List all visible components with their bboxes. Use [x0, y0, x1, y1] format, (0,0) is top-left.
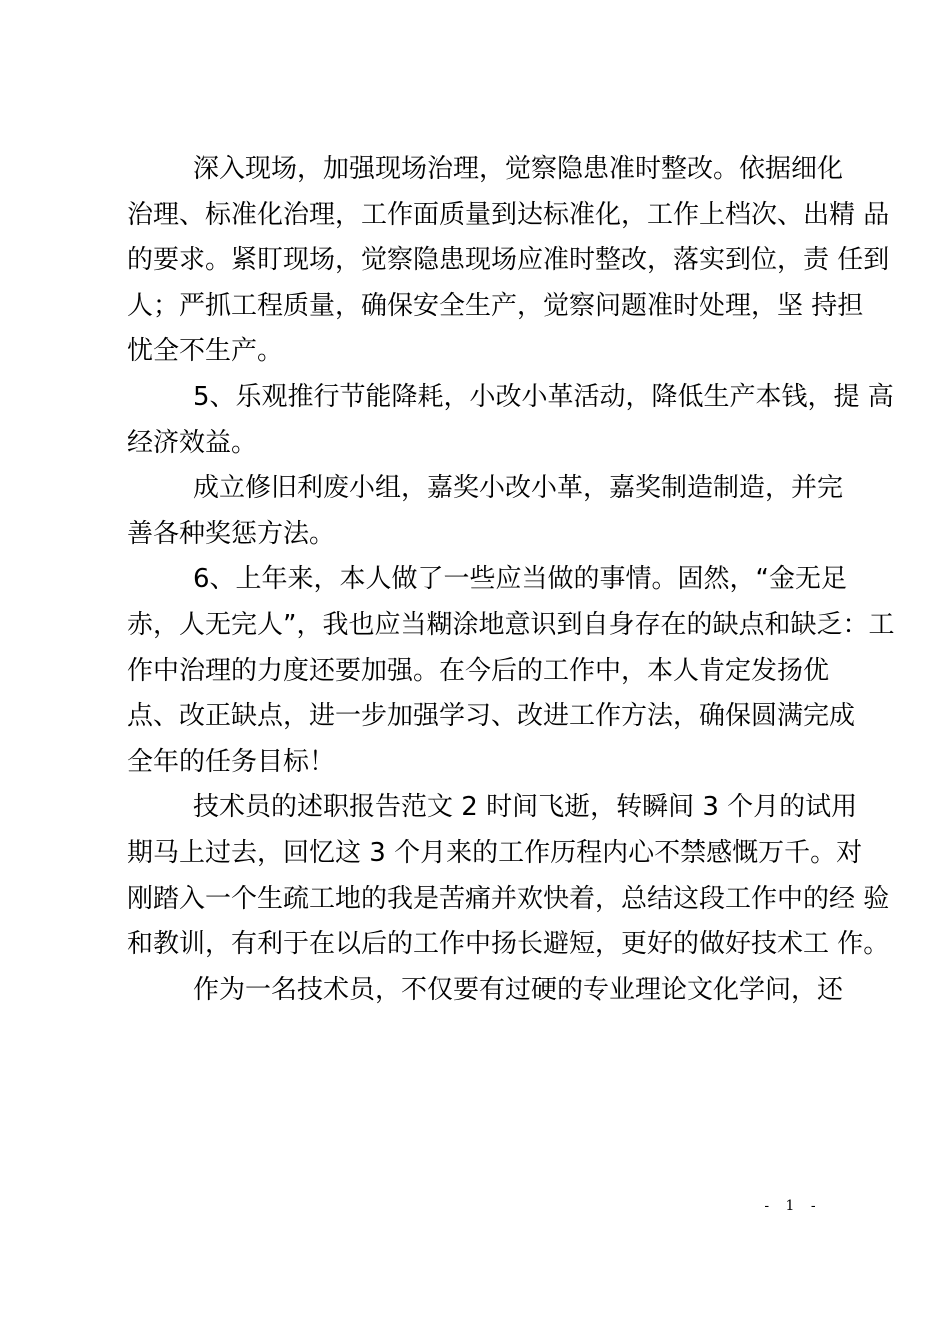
text-line: 忧全不生产。	[127, 336, 284, 367]
text-line: 期马上过去，回忆这 3 个月来的工作历程内心不禁感慨万千。对	[127, 837, 863, 868]
text-line: 全年的任务目标！	[127, 746, 336, 777]
text-line: 治理、标准化治理，工作面质量到达标准化，工作上档次、出精 品	[127, 199, 890, 230]
text-line: 刚踏入一个生疏工地的我是苦痛并欢快着，总结这段工作中的经 验	[127, 883, 890, 914]
text-line: 赤，人无完人”，我也应当糊涂地意识到自身存在的缺点和缺乏：工	[127, 609, 895, 640]
text-line: 深入现场，加强现场治理，觉察隐患准时整改。依据细化	[193, 154, 844, 184]
paragraph-year-summary	[127, 557, 895, 785]
text-line: 和教训，有利于在以后的工作中扬长避短，更好的做好技术工 作。	[127, 929, 890, 960]
text-line: 成立修旧利废小组，嘉奖小改小革，嘉奖制造制造，并完	[193, 473, 844, 504]
text-line: 善各种奖惩方法。	[127, 518, 336, 549]
text-line: 点、改正缺点，进一步加强学习、改进工作方法，确保圆满完成	[127, 701, 856, 732]
text-line: 经济效益。	[127, 427, 258, 458]
paragraph-site-management	[127, 147, 890, 375]
paragraph-report-example	[127, 785, 890, 967]
paragraph-technician-role	[127, 968, 847, 1014]
text-line: 作中治理的力度还要加强。在今后的工作中，本人肯定发扬优	[127, 655, 830, 686]
text-line: 技术员的述职报告范文 2 时间飞逝，转瞬间 3 个月的试用	[193, 792, 858, 823]
text-line: 5、乐观推行节能降耗，小改小革活动，降低生产本钱，提 高	[193, 381, 894, 412]
paragraph-repair-group	[127, 466, 847, 557]
text-line: 6、上年来，本人做了一些应当做的事情。固然，“金无足	[193, 564, 848, 595]
document-body	[127, 147, 895, 1013]
text-line: 的要求。紧盯现场，觉察隐患现场应准时整改，落实到位，责 任到	[127, 245, 890, 276]
text-line: 人；严抓工程质量，确保安全生产，觉察问题准时处理，坚 持担	[127, 290, 864, 321]
paragraph-energy-saving	[127, 375, 894, 466]
text-line: 作为一名技术员，不仅要有过硬的专业理论文化学问，还	[193, 974, 844, 1005]
page-number: - 1 -	[764, 1198, 822, 1214]
